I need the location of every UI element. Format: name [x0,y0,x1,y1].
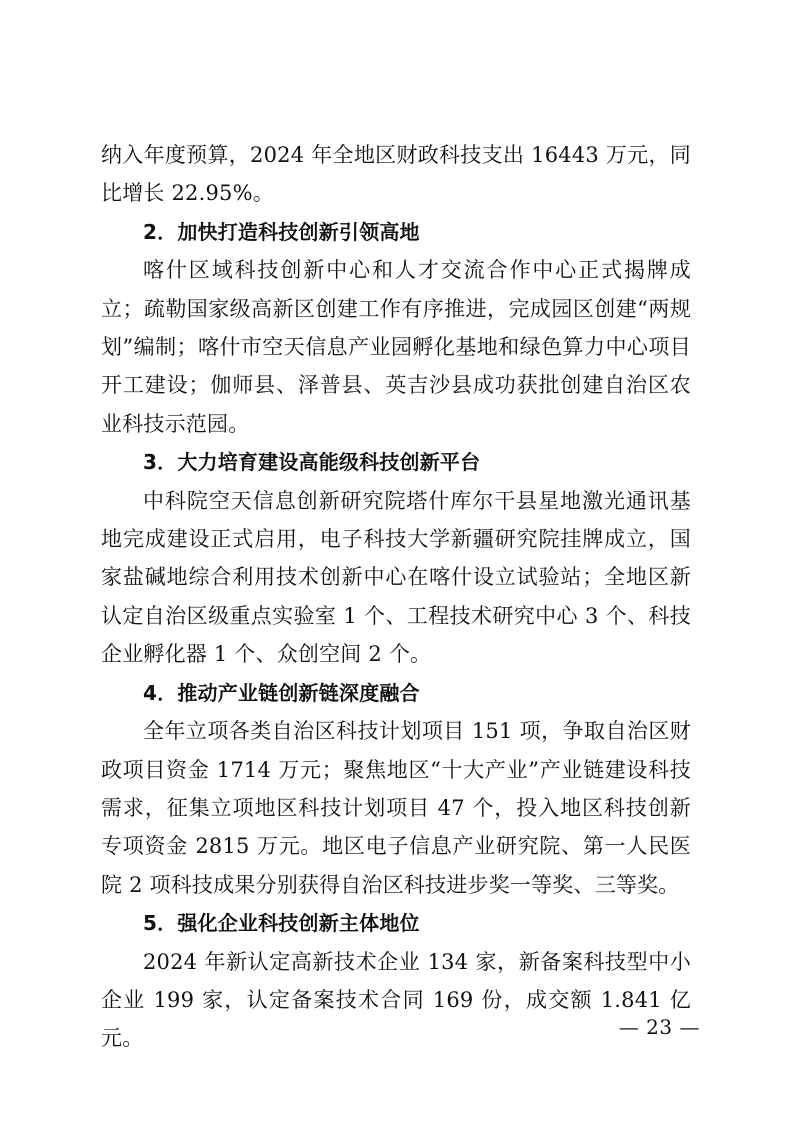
paragraph-continuation: 纳入年度预算，2024 年全地区财政科技支出 16443 万元，同比增长 22.95%。 [101,143,691,206]
section-heading-3: 3．大力培育建设高能级科技创新平台 [143,450,481,475]
section-heading-4: 4．推动产业链创新链深度融合 [143,680,420,705]
paragraph-innovation-highland: 喀什区域科技创新中心和人才交流合作中心正式揭牌成立；疏勒国家级高新区创建工作有序推进，完成园区创建“两规划”编制；喀什市空天信息产业园孵化基地和绿色算力中心项目开工建设；伽师县、泽普县、英吉沙县成功获批创建自治区农业科技示范园。 [101,258,691,436]
paragraph-enterprise-innovation: 2024 年新认定高新技术企业 134 家，新备案科技型中小企业 199 家，认定备案技术合同 169 份，成交额 1.841 亿元。 [101,949,691,1051]
paragraph-innovation-platforms: 中科院空天信息创新研究院塔什库尔干县星地激光通讯基地完成建设正式启用，电子科技大学新疆研究院挂牌成立，国家盐碱地综合利用技术创新中心在喀什设立试验站；全地区新认定自治区级重点实验室 1 个、工程技术研究中心 3 个、科技企业孵化器 1 个、众创空间 2 个。 [101,488,691,667]
page-number: — 23 — [618,1015,700,1039]
section-heading-2: 2．加快打造科技创新引领高地 [143,219,420,244]
document-body [101,136,691,1058]
paragraph-industry-chain: 全年立项各类自治区科技计划项目 151 项，争取自治区财政项目资金 1714 万元；聚焦地区“十大产业”产业链建设科技需求，征集立项地区科技计划项目 47 个，投入地区科技创新专项资金 2815 万元。地区电子信息产业研究院、第一人民医院 2 项科技成果分别获得自治区科技进步奖一等奖、三等奖。 [101,719,691,897]
section-heading-5: 5．强化企业科技创新主体地位 [143,911,420,936]
